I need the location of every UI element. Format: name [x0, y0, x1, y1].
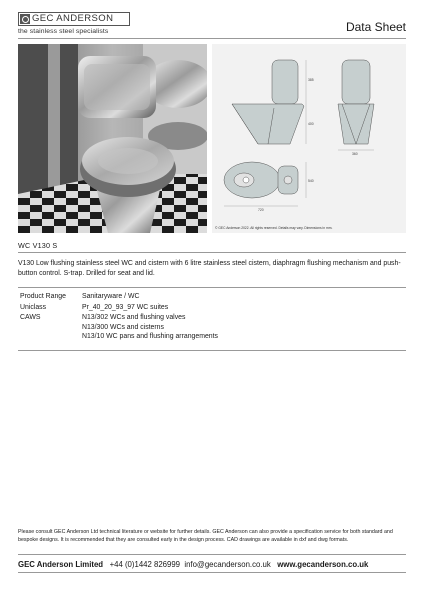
footer-phone[interactable]: +44 (0)1442 826999 — [109, 560, 181, 569]
spec-value: N13/300 WCs and cisterns — [82, 323, 164, 331]
header-divider — [18, 38, 406, 39]
footer-email[interactable]: info@gecanderson.co.uk — [184, 560, 271, 569]
spec-label: Uniclass — [20, 303, 47, 311]
footer-divider-top — [18, 554, 406, 555]
logo-tagline: the stainless steel specialists — [18, 28, 109, 35]
spec-value: Pr_40_20_93_97 WC suites — [82, 303, 169, 311]
dim-depth: 360 — [352, 152, 358, 156]
technical-drawing — [212, 44, 406, 233]
spec-label: Product Range — [20, 293, 66, 300]
dim-cistern-height: 385 — [308, 78, 314, 82]
drawing-caption: © GEC Anderson 2022. All rights reserved. Details may vary. Dimensions in mm. — [215, 226, 333, 230]
logo-name: GEC ANDERSON — [32, 13, 114, 24]
spec-divider — [18, 350, 406, 351]
product-description: V130 Low flushing stainless steel WC and cistern with 6 litre stainless steel cistern, diaphragm flushing mechanism and push-button control. S-trap. Drilled for seat and lid. — [18, 260, 401, 277]
spec-value: Sanitaryware / WC — [82, 293, 140, 300]
model-divider — [18, 252, 406, 253]
logo-mark-icon — [20, 14, 30, 24]
spec-value: N13/302 WCs and flushing valves — [82, 314, 186, 322]
page-title: Data Sheet — [345, 20, 406, 34]
spec-row-uniclass — [20, 303, 218, 313]
footer-company: GEC Anderson Limited — [18, 560, 104, 569]
footer — [18, 560, 368, 569]
footer-website[interactable]: www.gecanderson.co.uk — [277, 560, 369, 569]
spec-table — [20, 292, 218, 343]
description-divider — [18, 287, 406, 288]
product-photo-image — [18, 44, 207, 233]
product-photo — [18, 44, 207, 233]
spec-value: N13/10 WC pans and flushing arrangements — [82, 333, 218, 341]
footer-divider-bottom — [18, 572, 406, 573]
spec-row-product-range — [20, 292, 218, 302]
footnote: Please consult GEC Anderson Ltd technical literature or website for further details. GEC Anderson can also provide a specification service for both standard and bespoke designs. It is recommended that they are consulted early in the design process. CAD drawings are available in dxf and dwg formats. — [18, 529, 393, 543]
spec-label: CAWS — [20, 314, 41, 322]
dim-pan-width: 720 — [258, 208, 264, 212]
spec-row-caws — [20, 313, 218, 342]
dim-pan-height: 400 — [308, 122, 314, 126]
company-logo — [18, 12, 130, 35]
product-model: WC V130 S — [18, 241, 58, 250]
logo-wordmark — [18, 12, 130, 26]
dim-side: 540 — [308, 179, 314, 183]
technical-drawing-image — [212, 44, 406, 233]
